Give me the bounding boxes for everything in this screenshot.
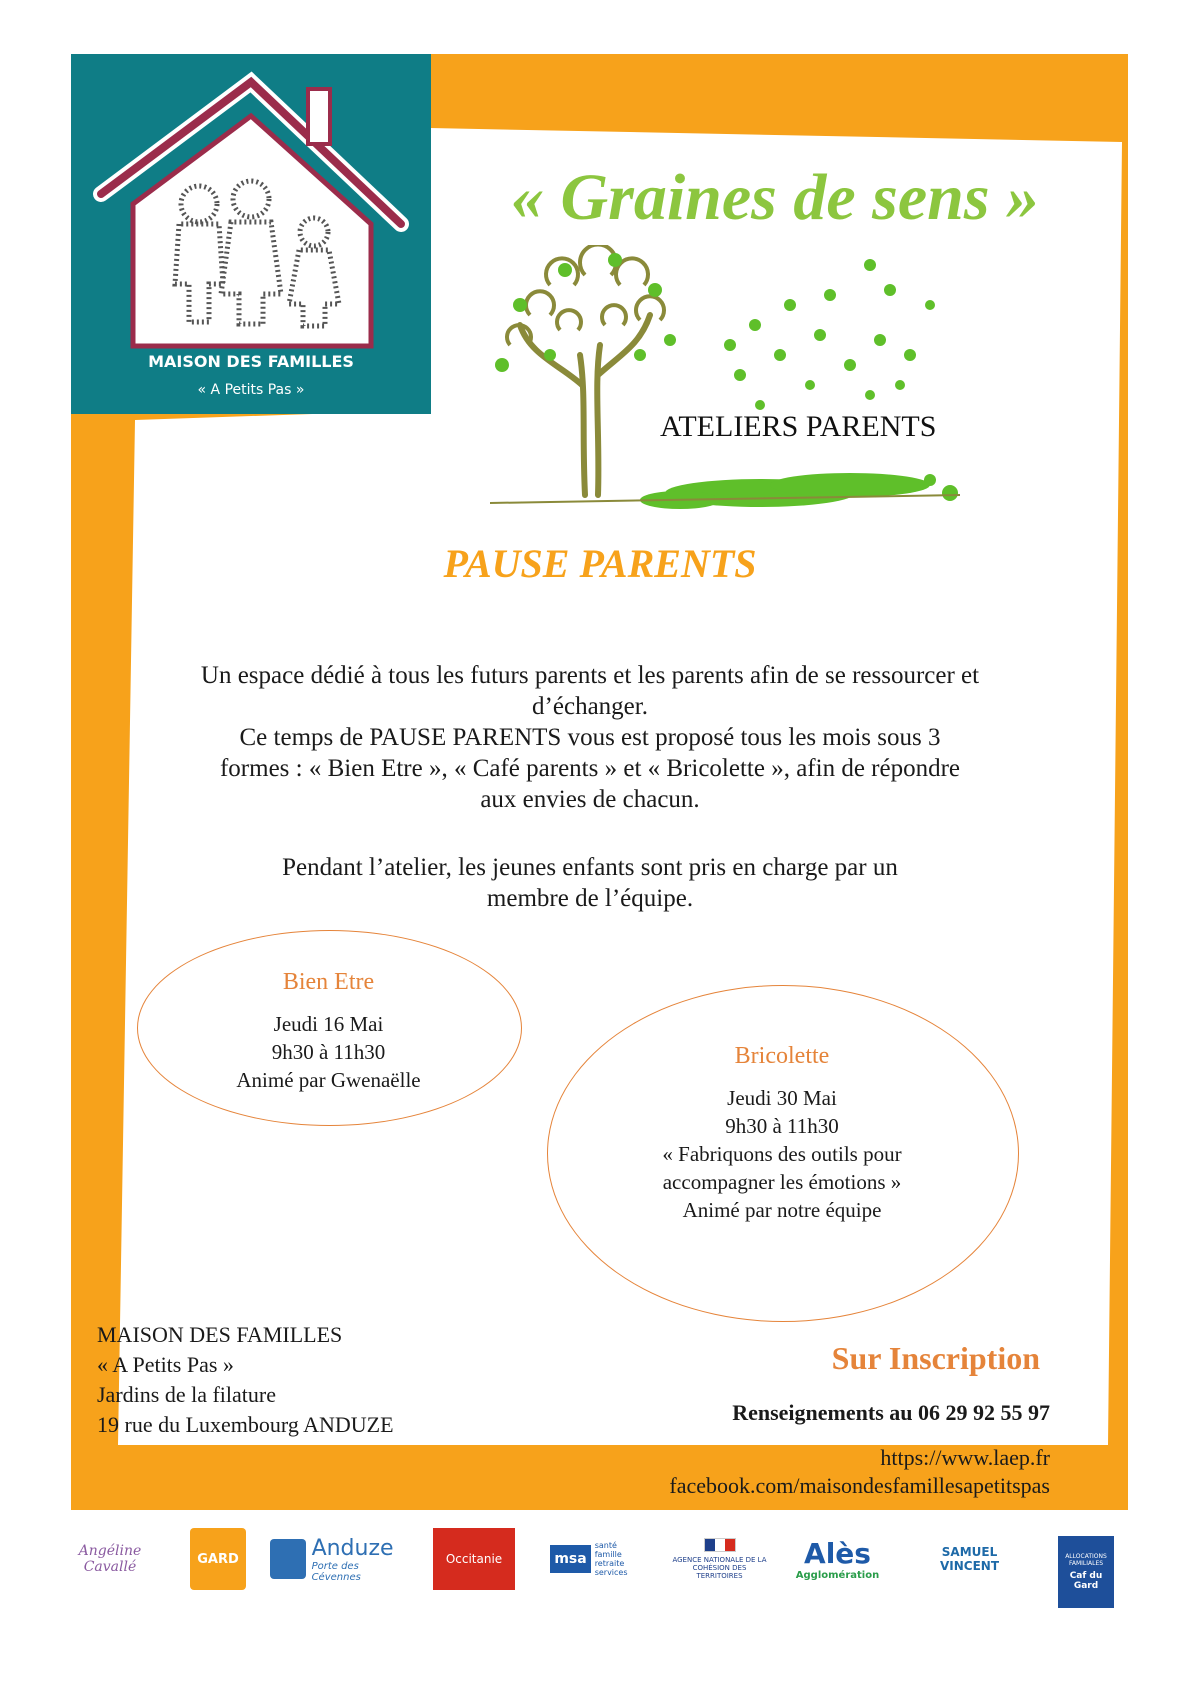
gard-logo: GARD [190,1528,246,1590]
samuel-vincent-logo: SAMUEL VINCENT [939,1545,1000,1573]
address-line-2: « A Petits Pas » [97,1352,234,1377]
french-flag-icon [704,1538,736,1552]
ateliers-label: ATELIERS PARENTS [660,410,937,443]
event-host: Animé par notre équipe [682,1198,882,1222]
house-icon [71,54,431,354]
angeline-cavalle-logo: Angéline Cavallé [78,1543,142,1575]
address-block [97,1320,394,1440]
event-description-1: « Fabriquons des outils pour [662,1142,902,1166]
childcare-paragraph [130,852,1050,914]
inscription-label: Sur Inscription [831,1340,1040,1376]
intro-line-6: Pendant l’atelier, les jeunes enfants sont pris en charge par un [282,854,898,881]
caf-logo: ALLOCATIONS FAMILIALES Caf du Gard [1058,1536,1114,1608]
logo-subtitle: « A Petits Pas » [197,382,305,398]
pause-parents-title: PAUSE PARENTS [443,541,757,586]
ales-logo: Alès Agglomération [795,1537,880,1581]
facebook-link[interactable]: facebook.com/maisondesfamillesapetitspas [669,1473,1050,1498]
msa-logo: msa santé famille retraite services [550,1528,635,1590]
event-bricolette [547,1042,1017,1224]
intro-line-5: aux envies de chacun. [480,786,700,813]
intro-line-4: formes : « Bien Etre », « Café parents » et « Bricolette », afin de répondre [219,755,961,782]
logo-title: MAISON DES FAMILLES [148,352,354,371]
event-host: Animé par Gwenaëlle [236,1068,421,1092]
address-line-4: 19 rue du Luxembourg ANDUZE [97,1412,394,1437]
headline: « Graines de sens » [510,161,1040,234]
address-line-1: MAISON DES FAMILLES [97,1322,343,1347]
intro-line-2: d’échanger. [532,693,648,720]
intro-line-7: membre de l’équipe. [486,885,694,912]
event-time: 9h30 à 11h30 [725,1114,839,1138]
intro-line-3: Ce temps de PAUSE PARENTS vous est proposé tous les mois sous 3 [239,724,941,751]
anduze-logo: Anduze Porte des Cévennes [270,1528,410,1590]
event-description-2: accompagner les émotions » [662,1170,902,1194]
anct-logo: AGENCE NATIONALE DE LA COHÉSION DES TERRITOIRES [672,1528,767,1590]
event-bien-etre [137,968,520,1094]
address-line-3: Jardins de la filature [97,1382,276,1407]
intro-paragraph [130,660,1050,815]
castle-icon [270,1539,306,1579]
logo [71,54,431,414]
event-date: Jeudi 30 Mai [727,1086,837,1110]
event-title: Bricolette [734,1043,830,1069]
tree-illustration [490,245,1010,525]
event-title: Bien Etre [282,969,375,995]
occitanie-logo: Occitanie [433,1528,515,1590]
website-link[interactable]: https://www.laep.fr [880,1445,1050,1470]
phone-info: Renseignements au 06 29 92 55 97 [732,1400,1050,1425]
event-date: Jeudi 16 Mai [273,1012,384,1036]
event-time: 9h30 à 11h30 [271,1040,386,1064]
intro-line-1: Un espace dédié à tous les futurs parents et les parents afin de se ressourcer et [200,662,980,689]
